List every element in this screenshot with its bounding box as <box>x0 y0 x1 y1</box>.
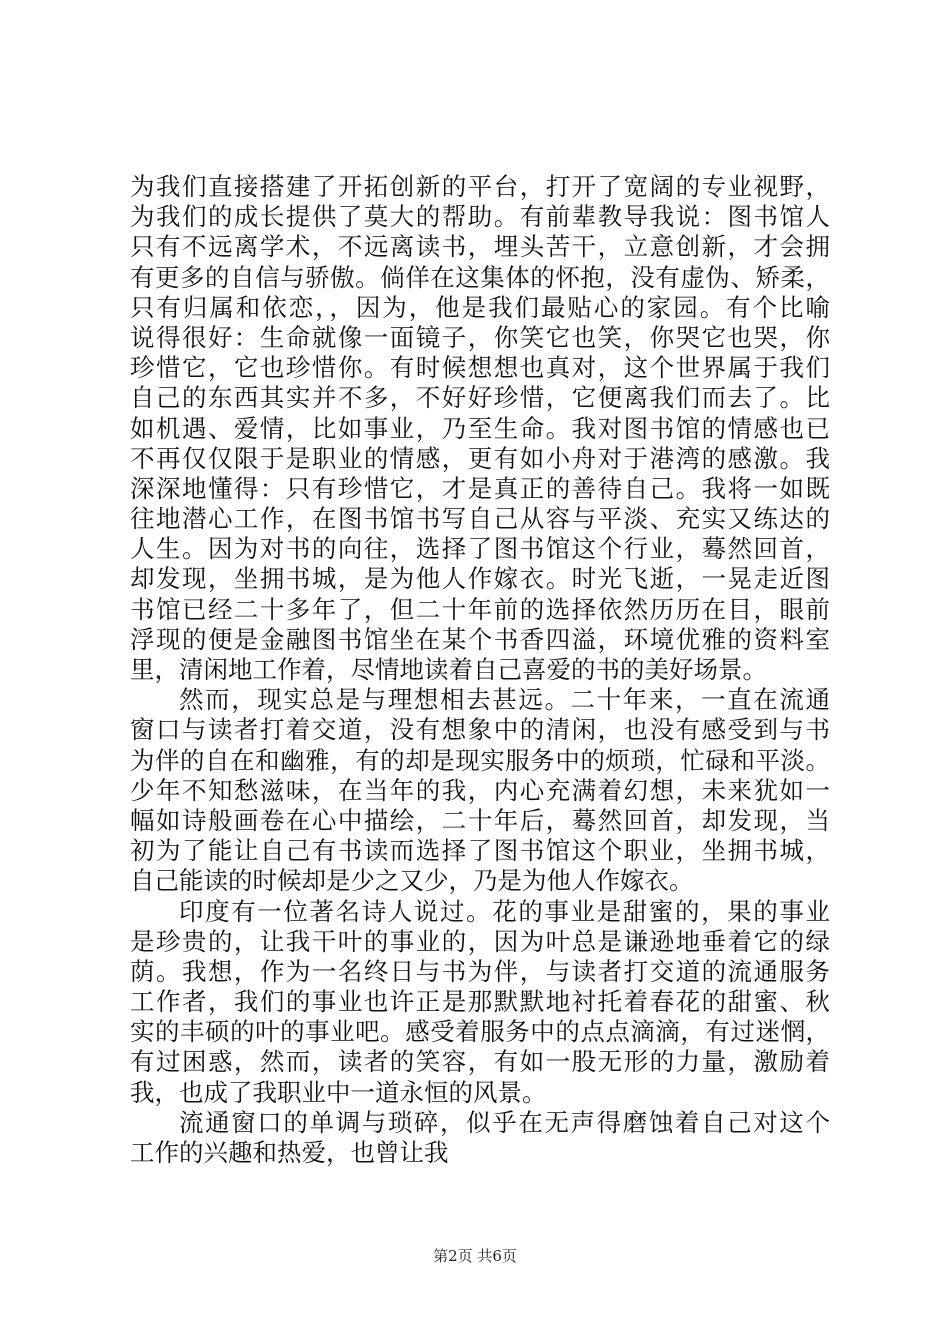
text-line: 为伴的自在和幽雅，有的却是现实服务中的烦琐，忙碌和平淡。 <box>130 745 830 775</box>
page-number-footer: 第2页 共6页 <box>433 1247 517 1265</box>
text-line: 流通窗口的单调与琐碎，似乎在无声得磨蚀着自己对这个 <box>179 1107 830 1137</box>
text-line: 书馆已经二十多年了，但二十年前的选择依然历历在目，眼前 <box>130 594 830 624</box>
text-line: 不再仅仅限于是职业的情感，更有如小舟对于港湾的感激。我 <box>130 443 830 473</box>
text-line: 为我们直接搭建了开拓创新的平台，打开了宽阔的专业视野， <box>130 172 830 201</box>
text-line: 我，也成了我职业中一道永恒的风景。 <box>130 1077 547 1107</box>
document-body <box>130 172 830 1168</box>
text-line: 荫。我想，作为一名终日与书为伴，与读者打交道的流通服务 <box>130 956 830 986</box>
text-line: 珍惜它，它也珍惜你。有时候想想也真对，这个世界属于我们 <box>130 353 830 383</box>
text-line: 实的丰硕的叶的事业吧。感受着服务中的点点滴滴，有过迷惘， <box>130 1017 830 1047</box>
text-line: 然而，现实总是与理想相去甚远。二十年来，一直在流通 <box>179 685 830 715</box>
text-line: 往地潜心工作，在图书馆书写自己从容与平淡、充实又练达的 <box>130 504 830 534</box>
text-line: 有过困惑，然而，读者的笑容，有如一股无形的力量，激励着 <box>130 1047 830 1077</box>
text-line: 说得很好：生命就像一面镜子，你笑它也笑，你哭它也哭，你 <box>130 322 830 352</box>
text-line: 里，清闲地工作着，尽情地读着自己喜爱的书的美好场景。 <box>130 655 767 684</box>
text-line: 工作的兴趣和热爱，也曾让我 <box>130 1138 449 1167</box>
text-line: 只有归属和依恋，，因为，他是我们最贴心的家园。有个比喻 <box>130 292 830 322</box>
text-line: 如机遇、爱情，比如事业，乃至生命。我对图书馆的情感也已 <box>130 413 830 443</box>
text-line: 自己能读的时候却是少之又少，乃是为他人作嫁衣。 <box>130 866 694 896</box>
text-line: 人生。因为对书的向往，选择了图书馆这个行业，蓦然回首， <box>130 534 830 564</box>
text-line: 有更多的自信与骄傲。倘佯在这集体的怀抱，没有虚伪、矫柔， <box>130 262 830 292</box>
text-line: 却发现，坐拥书城，是为他人作嫁衣。时光飞逝，一晃走近图 <box>130 564 830 594</box>
text-line: 窗口与读者打着交道，没有想象中的清闲，也没有感受到与书 <box>130 715 830 745</box>
text-line: 是珍贵的，让我干叶的事业的，因为叶总是谦逊地垂着它的绿 <box>130 926 830 956</box>
text-line: 工作者，我们的事业也许正是那默默地衬托着春花的甜蜜、秋 <box>130 987 830 1017</box>
text-line: 少年不知愁滋味，在当年的我，内心充满着幻想，未来犹如一 <box>130 775 830 805</box>
text-line: 为我们的成长提供了莫大的帮助。有前辈教导我说：图书馆人 <box>130 202 830 232</box>
text-line: 浮现的便是金融图书馆坐在某个书香四溢，环境优雅的资料室 <box>130 624 830 654</box>
text-line: 自己的东西其实并不多，不好好珍惜，它便离我们而去了。比 <box>130 383 830 413</box>
text-line: 只有不远离学术，不远离读书，埋头苦干，立意创新，才会拥 <box>130 232 830 262</box>
text-line: 深深地懂得：只有珍惜它，才是真正的善待自己。我将一如既 <box>130 473 830 503</box>
text-line: 幅如诗般画卷在心中描绘，二十年后，蓦然回首，却发现，当 <box>130 805 830 835</box>
text-line: 初为了能让自己有书读而选择了图书馆这个职业，坐拥书城， <box>130 836 830 866</box>
text-line: 印度有一位著名诗人说过。花的事业是甜蜜的，果的事业 <box>179 896 830 926</box>
